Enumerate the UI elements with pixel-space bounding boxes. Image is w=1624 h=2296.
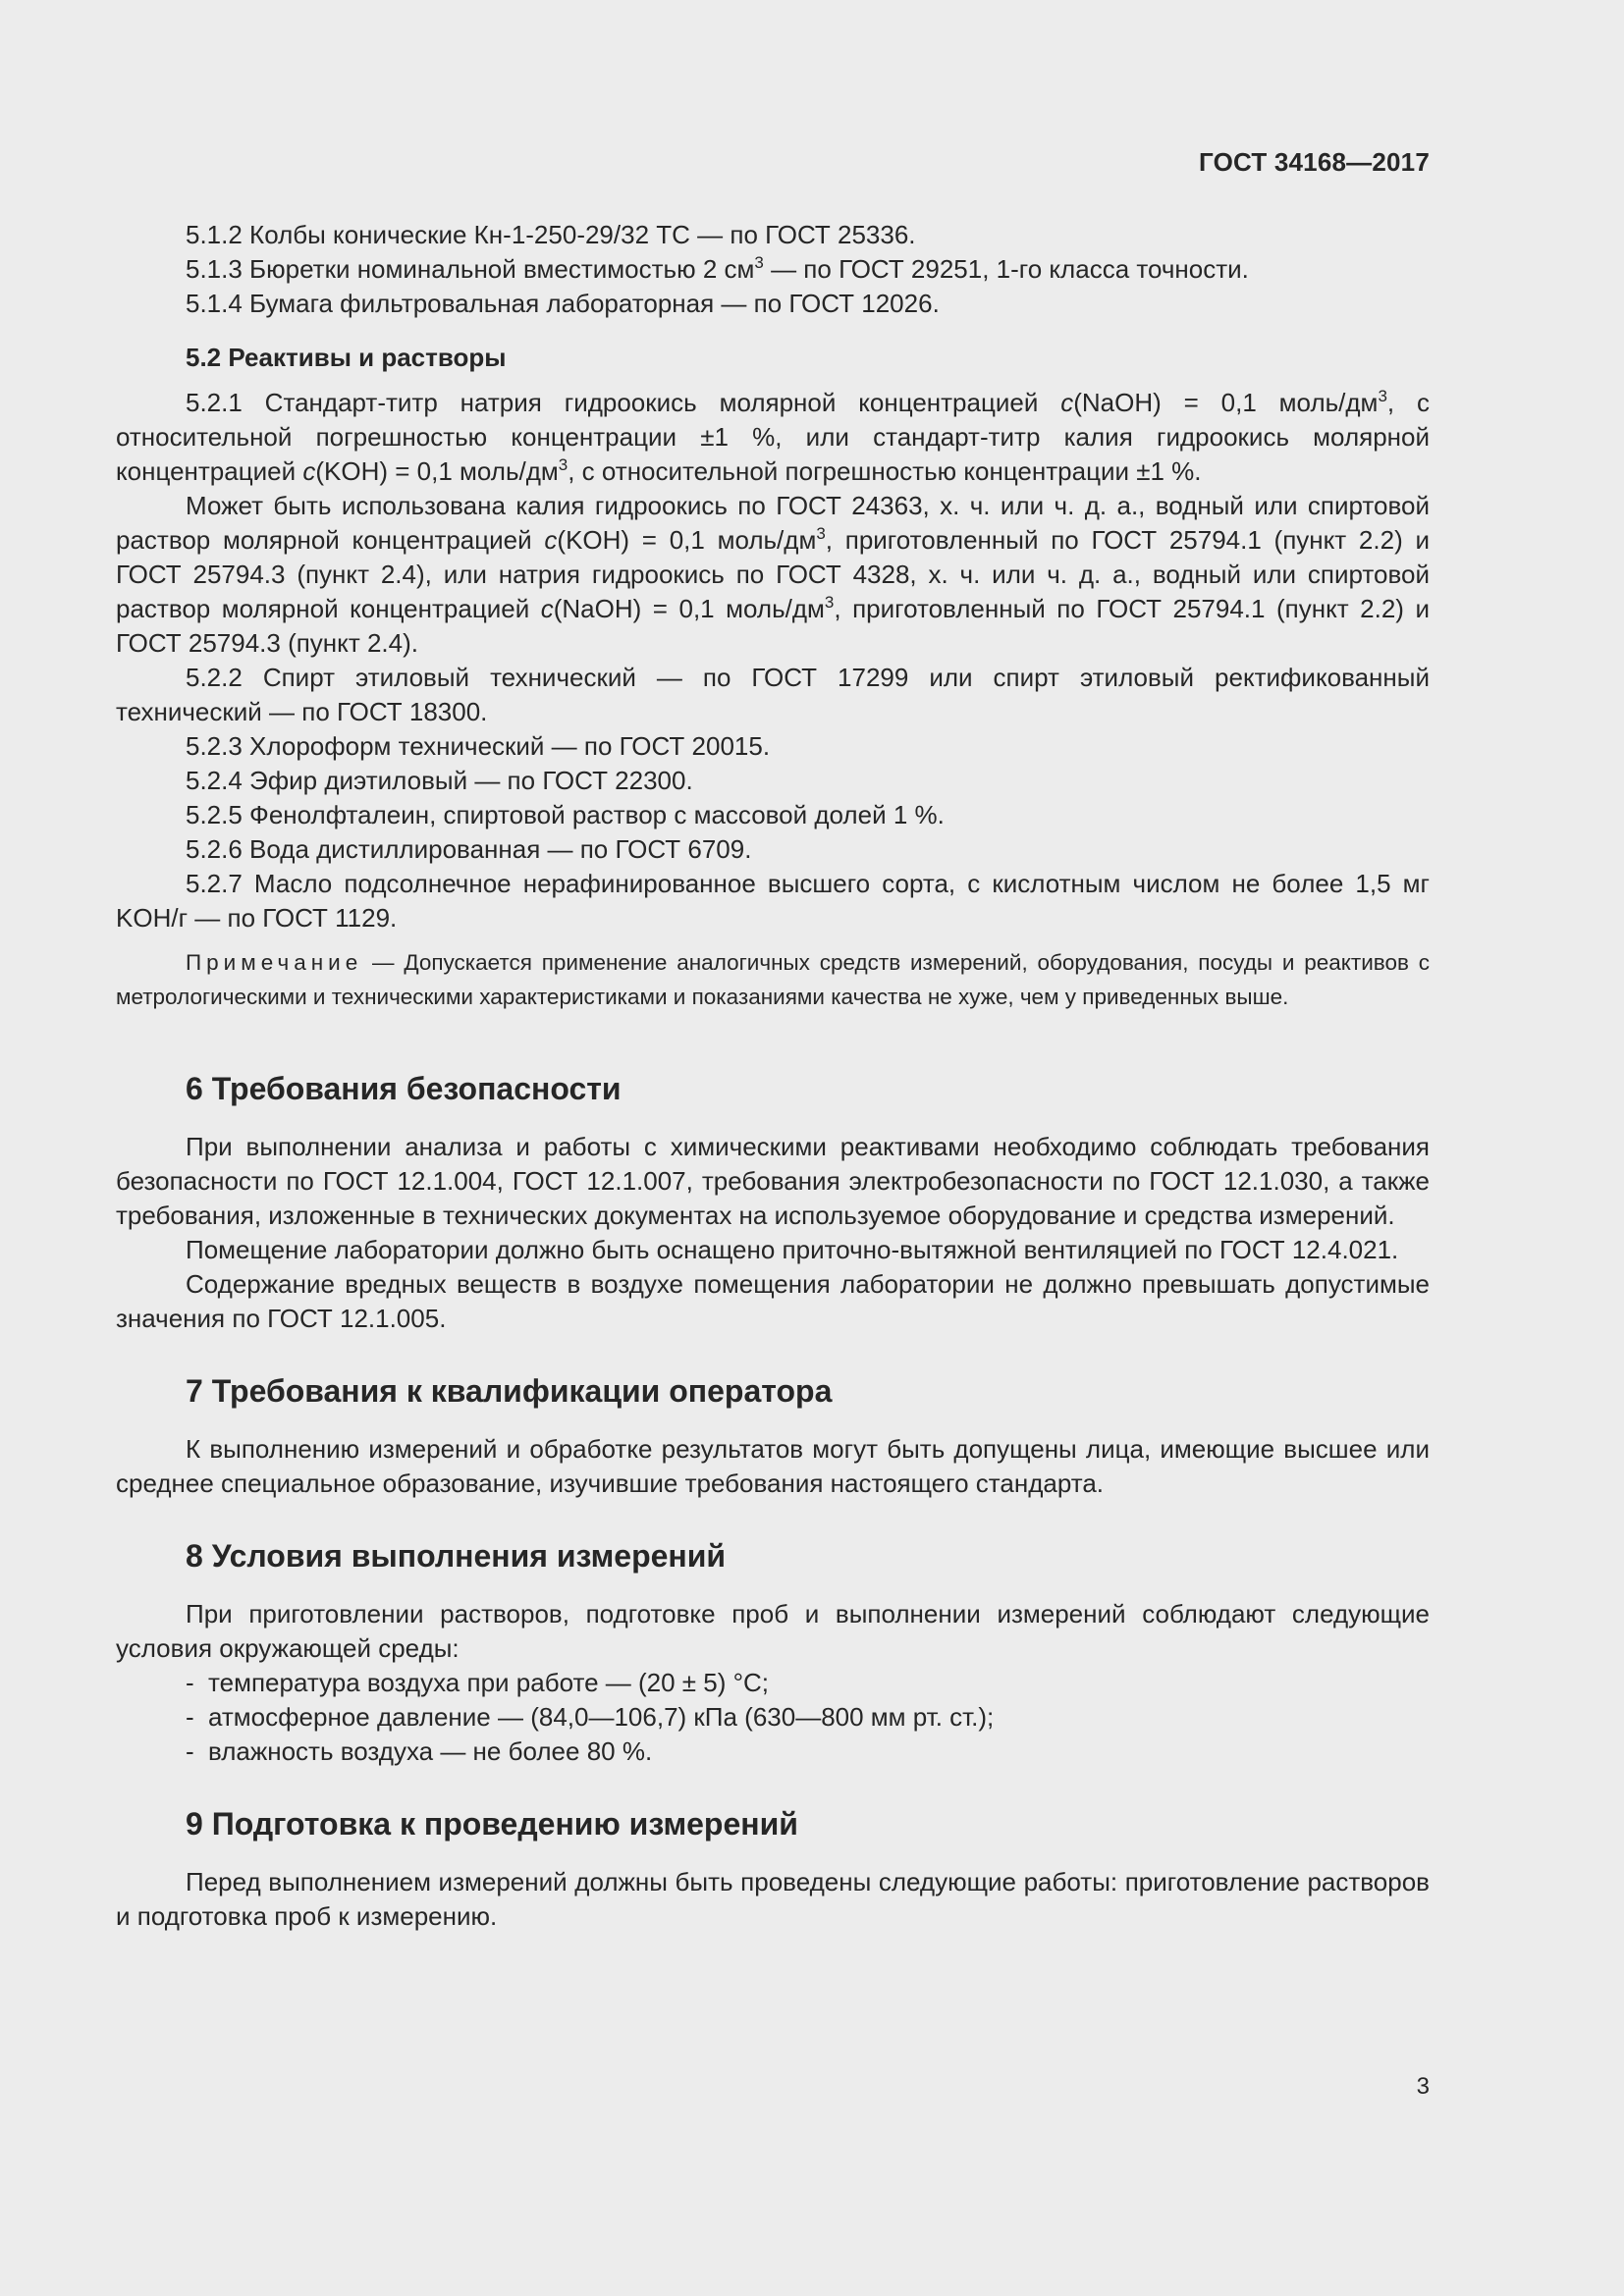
item-5-2-2: 5.2.2 Спирт этиловый технический — по ГОСТ 17299 или спирт этиловый ректификованный технический — по ГОСТ 18300.	[116, 663, 1430, 726]
section-6-paragraph: Помещение лаборатории должно быть оснащено приточно-вытяжной вентиляцией по ГОСТ 12.4.021.	[186, 1235, 1399, 1264]
item-5-1-2: 5.1.2 Колбы конические Кн-1-250-29/32 ТС — по ГОСТ 25336.	[186, 220, 916, 249]
section-9-paragraph: Перед выполнением измерений должны быть проведены следующие работы: приготовление растворов и подготовка проб к измерению.	[116, 1867, 1430, 1931]
document-code-header: ГОСТ 34168—2017	[1199, 147, 1430, 177]
section-heading-6: 6 Требования безопасности	[186, 1071, 622, 1106]
note-label: Примечание	[186, 950, 363, 975]
section-6-paragraph: При выполнении анализа и работы с химическими реактивами необходимо соблюдать требования безопасности по ГОСТ 12.1.004, ГОСТ 12.1.007, требования электробезопасности по ГОСТ 12.1.030, а также требования, изложенные в технических документах на используемое оборудование и средства измерений.	[116, 1132, 1430, 1230]
note	[116, 945, 1430, 1014]
item-5-2-3: 5.2.3 Хлороформ технический — по ГОСТ 20015.	[186, 731, 771, 761]
section-heading-7: 7 Требования к квалификации оператора	[186, 1373, 833, 1409]
subsection-heading-5-2: 5.2 Реактивы и растворы	[186, 343, 507, 372]
item-5-2-1: 5.2.1 Стандарт-титр натрия гидроокись молярной концентрацией c(NaOH) = 0,1 моль/$дм^3$, с относительной погрешностью концентрации ±1 %, или стандарт-титр калия гидроокись молярной концентрацией c(KOH) = 0,1 моль/$дм^3$, с относительной погрешностью концентрации ±1 %.	[116, 387, 1430, 486]
bullet-item: - атмосферное давление — (84,0—106,7) кПа (630—800 мм рт. ст.);	[186, 1702, 995, 1732]
section-7-paragraph: К выполнению измерений и обработке результатов могут быть допущены лица, имеющие высшее или среднее специальное образование, изучившие требования настоящего стандарта.	[116, 1434, 1430, 1498]
section-heading-8: 8 Условия выполнения измерений	[186, 1538, 727, 1574]
item-5-2-5: 5.2.5 Фенолфталеин, спиртовой раствор с массовой долей 1 %.	[186, 800, 945, 829]
page-number: 3	[1416, 2073, 1430, 2100]
paragraph-alternative-reagents: Может быть использована калия гидроокись по ГОСТ 24363, х. ч. или ч. д. а., водный или спиртовой раствор молярной концентрацией c(KOH) = 0,1 моль/$дм^3$, приготовленный по ГОСТ 25794.1 (пункт 2.2) и ГОСТ 25794.3 (пункт 2.4), или натрия гидроокись по ГОСТ 4328, х. ч. или ч. д. а., водный или спиртовой раствор молярной концентрацией c(NaOH) = 0,1 моль/$дм^3$, приготовленный по ГОСТ 25794.1 (пункт 2.2) и ГОСТ 25794.3 (пункт 2.4).	[116, 491, 1430, 658]
item-5-2-6: 5.2.6 Вода дистиллированная — по ГОСТ 6709.	[186, 834, 752, 864]
bullet-item: - влажность воздуха — не более 80 %.	[186, 1736, 653, 1766]
page-content	[116, 218, 1430, 1934]
section-6-paragraph: Содержание вредных веществ в воздухе помещения лаборатории не должно превышать допустимые значения по ГОСТ 12.1.005.	[116, 1269, 1430, 1333]
item-5-1-4: 5.1.4 Бумага фильтровальная лабораторная — по ГОСТ 12026.	[186, 289, 940, 318]
section-8-intro: При приготовлении растворов, подготовке проб и выполнении измерений соблюдают следующие условия окружающей среды:	[116, 1599, 1430, 1663]
item-5-1-3: 5.1.3 Бюретки номинальной вместимостью 2 $см^3$ — по ГОСТ 29251, 1-го класса точности.	[186, 253, 1249, 284]
bullet-item: - температура воздуха при работе — (20 ± 5) °С;	[186, 1668, 770, 1697]
item-5-2-7: 5.2.7 Масло подсолнечное нерафинированное высшего сорта, с кислотным числом не более 1,5 мг KOH/г — по ГОСТ 1129.	[116, 869, 1430, 933]
note-text: — Допускается применение аналогичных средств измерений, оборудования, посуды и реактивов с метрологическими и техническими характеристиками и показаниями качества не хуже, чем у приведенных выше.	[116, 950, 1430, 1009]
section-heading-9: 9 Подготовка к проведению измерений	[186, 1806, 798, 1842]
item-5-2-4: 5.2.4 Эфир диэтиловый — по ГОСТ 22300.	[186, 766, 693, 795]
